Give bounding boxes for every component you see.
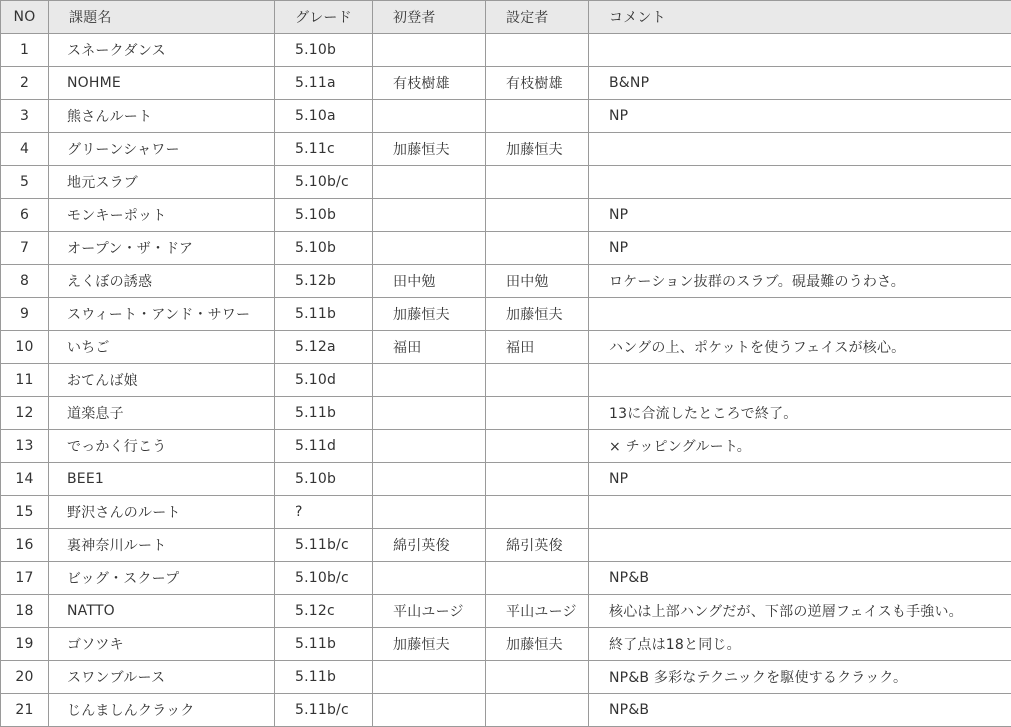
- cell-no: 4: [1, 133, 49, 166]
- cell-name: グリーンシャワー: [49, 133, 275, 166]
- cell-grade: 5.10b: [275, 199, 373, 232]
- column-header-first-ascent: 初登者: [373, 1, 486, 34]
- cell-comment: NP: [589, 232, 1011, 265]
- cell-name: 野沢さんのルート: [49, 496, 275, 529]
- cell-first-ascent: [373, 661, 486, 694]
- cell-first-ascent: [373, 496, 486, 529]
- cell-grade: ?: [275, 496, 373, 529]
- cell-grade: 5.11b: [275, 397, 373, 430]
- cell-grade: 5.11b/c: [275, 529, 373, 562]
- cell-grade: 5.10b: [275, 463, 373, 496]
- cell-comment: [589, 298, 1011, 331]
- cell-setter: [486, 397, 589, 430]
- cell-name: えくぼの誘惑: [49, 265, 275, 298]
- cell-no: 17: [1, 562, 49, 595]
- table-row: [1, 463, 1011, 496]
- cell-setter: [486, 199, 589, 232]
- table-row: [1, 364, 1011, 397]
- table-row: [1, 331, 1011, 364]
- cell-name: おてんば娘: [49, 364, 275, 397]
- cell-name: BEE1: [49, 463, 275, 496]
- cell-grade: 5.11b/c: [275, 694, 373, 727]
- cell-comment: 13に合流したところで終了。: [589, 397, 1011, 430]
- header-row: [1, 1, 1011, 34]
- cell-no: 7: [1, 232, 49, 265]
- cell-setter: 加藤恒夫: [486, 298, 589, 331]
- table-row: [1, 166, 1011, 199]
- table-row: [1, 67, 1011, 100]
- cell-comment: NP: [589, 100, 1011, 133]
- cell-grade: 5.12b: [275, 265, 373, 298]
- cell-no: 15: [1, 496, 49, 529]
- table-row: [1, 265, 1011, 298]
- cell-name: スネークダンス: [49, 34, 275, 67]
- cell-no: 18: [1, 595, 49, 628]
- cell-no: 12: [1, 397, 49, 430]
- cell-first-ascent: [373, 430, 486, 463]
- cell-no: 19: [1, 628, 49, 661]
- cell-no: 5: [1, 166, 49, 199]
- table-row: [1, 397, 1011, 430]
- cell-grade: 5.11a: [275, 67, 373, 100]
- table-row: [1, 232, 1011, 265]
- cell-first-ascent: 有枝樹雄: [373, 67, 486, 100]
- cell-comment: [589, 34, 1011, 67]
- cell-setter: [486, 100, 589, 133]
- cell-no: 11: [1, 364, 49, 397]
- cell-comment: [589, 496, 1011, 529]
- cell-no: 9: [1, 298, 49, 331]
- cell-name: でっかく行こう: [49, 430, 275, 463]
- cell-setter: [486, 34, 589, 67]
- cell-name: スウィート・アンド・サワー: [49, 298, 275, 331]
- cell-grade: 5.10b/c: [275, 562, 373, 595]
- cell-grade: 5.10b/c: [275, 166, 373, 199]
- cell-no: 3: [1, 100, 49, 133]
- cell-setter: [486, 232, 589, 265]
- cell-first-ascent: 福田: [373, 331, 486, 364]
- cell-first-ascent: 田中勉: [373, 265, 486, 298]
- cell-setter: [486, 496, 589, 529]
- table-row: [1, 133, 1011, 166]
- cell-grade: 5.10d: [275, 364, 373, 397]
- cell-no: 20: [1, 661, 49, 694]
- cell-first-ascent: [373, 100, 486, 133]
- cell-no: 21: [1, 694, 49, 727]
- table-header: [1, 1, 1011, 34]
- cell-name: 道楽息子: [49, 397, 275, 430]
- cell-first-ascent: 平山ユージ: [373, 595, 486, 628]
- cell-setter: [486, 562, 589, 595]
- cell-first-ascent: [373, 166, 486, 199]
- cell-name: スワンブルース: [49, 661, 275, 694]
- cell-comment: B&NP: [589, 67, 1011, 100]
- cell-comment: NP: [589, 199, 1011, 232]
- cell-grade: 5.11b: [275, 661, 373, 694]
- cell-no: 13: [1, 430, 49, 463]
- cell-setter: 福田: [486, 331, 589, 364]
- table-row: [1, 298, 1011, 331]
- cell-setter: [486, 364, 589, 397]
- table-row: [1, 562, 1011, 595]
- table-row: [1, 694, 1011, 727]
- cell-name: 裏神奈川ルート: [49, 529, 275, 562]
- cell-first-ascent: [373, 562, 486, 595]
- cell-comment: [589, 529, 1011, 562]
- cell-no: 14: [1, 463, 49, 496]
- cell-setter: [486, 166, 589, 199]
- cell-grade: 5.11b: [275, 628, 373, 661]
- column-header-setter: 設定者: [486, 1, 589, 34]
- cell-grade: 5.10a: [275, 100, 373, 133]
- cell-comment: ロケーション抜群のスラブ。硯最難のうわさ。: [589, 265, 1011, 298]
- table-row: [1, 661, 1011, 694]
- cell-comment: [589, 364, 1011, 397]
- cell-name: 熊さんルート: [49, 100, 275, 133]
- column-header-comment: コメント: [589, 1, 1011, 34]
- table-row: [1, 34, 1011, 67]
- cell-grade: 5.10b: [275, 34, 373, 67]
- cell-setter: [486, 463, 589, 496]
- table-body: [1, 34, 1011, 727]
- cell-first-ascent: 加藤恒夫: [373, 298, 486, 331]
- cell-name: ゴソツキ: [49, 628, 275, 661]
- cell-name: NATTO: [49, 595, 275, 628]
- table-row: [1, 628, 1011, 661]
- cell-comment: ハングの上、ポケットを使うフェイスが核心。: [589, 331, 1011, 364]
- cell-grade: 5.10b: [275, 232, 373, 265]
- table-row: [1, 529, 1011, 562]
- cell-setter: 有枝樹雄: [486, 67, 589, 100]
- cell-first-ascent: 加藤恒夫: [373, 628, 486, 661]
- cell-name: NOHME: [49, 67, 275, 100]
- cell-setter: 田中勉: [486, 265, 589, 298]
- cell-first-ascent: [373, 364, 486, 397]
- cell-setter: [486, 661, 589, 694]
- cell-setter: 綿引英俊: [486, 529, 589, 562]
- cell-name: 地元スラブ: [49, 166, 275, 199]
- cell-no: 8: [1, 265, 49, 298]
- cell-first-ascent: 加藤恒夫: [373, 133, 486, 166]
- cell-first-ascent: [373, 463, 486, 496]
- cell-name: オープン・ザ・ドア: [49, 232, 275, 265]
- cell-grade: 5.11b: [275, 298, 373, 331]
- cell-comment: × チッピングルート。: [589, 430, 1011, 463]
- cell-setter: 加藤恒夫: [486, 133, 589, 166]
- cell-comment: NP&B: [589, 694, 1011, 727]
- cell-no: 6: [1, 199, 49, 232]
- column-header-name: 課題名: [49, 1, 275, 34]
- cell-grade: 5.12a: [275, 331, 373, 364]
- cell-first-ascent: [373, 694, 486, 727]
- cell-comment: NP: [589, 463, 1011, 496]
- cell-name: いちご: [49, 331, 275, 364]
- table-row: [1, 496, 1011, 529]
- cell-setter: 加藤恒夫: [486, 628, 589, 661]
- cell-grade: 5.11d: [275, 430, 373, 463]
- cell-no: 16: [1, 529, 49, 562]
- table-row: [1, 199, 1011, 232]
- table-row: [1, 595, 1011, 628]
- cell-name: モンキーポット: [49, 199, 275, 232]
- cell-grade: 5.11c: [275, 133, 373, 166]
- cell-no: 2: [1, 67, 49, 100]
- cell-first-ascent: [373, 199, 486, 232]
- column-header-no: NO: [1, 1, 49, 34]
- cell-grade: 5.12c: [275, 595, 373, 628]
- cell-comment: NP&B 多彩なテクニックを駆使するクラック。: [589, 661, 1011, 694]
- cell-setter: 平山ユージ: [486, 595, 589, 628]
- cell-first-ascent: 綿引英俊: [373, 529, 486, 562]
- cell-name: じんましんクラック: [49, 694, 275, 727]
- cell-no: 1: [1, 34, 49, 67]
- cell-no: 10: [1, 331, 49, 364]
- cell-comment: 核心は上部ハングだが、下部の逆層フェイスも手強い。: [589, 595, 1011, 628]
- column-header-grade: グレード: [275, 1, 373, 34]
- cell-setter: [486, 430, 589, 463]
- cell-first-ascent: [373, 34, 486, 67]
- table-row: [1, 100, 1011, 133]
- table-row: [1, 430, 1011, 463]
- cell-comment: 終了点は18と同じ。: [589, 628, 1011, 661]
- cell-comment: [589, 166, 1011, 199]
- cell-setter: [486, 694, 589, 727]
- cell-name: ビッグ・スクープ: [49, 562, 275, 595]
- cell-comment: [589, 133, 1011, 166]
- cell-comment: NP&B: [589, 562, 1011, 595]
- cell-first-ascent: [373, 232, 486, 265]
- cell-first-ascent: [373, 397, 486, 430]
